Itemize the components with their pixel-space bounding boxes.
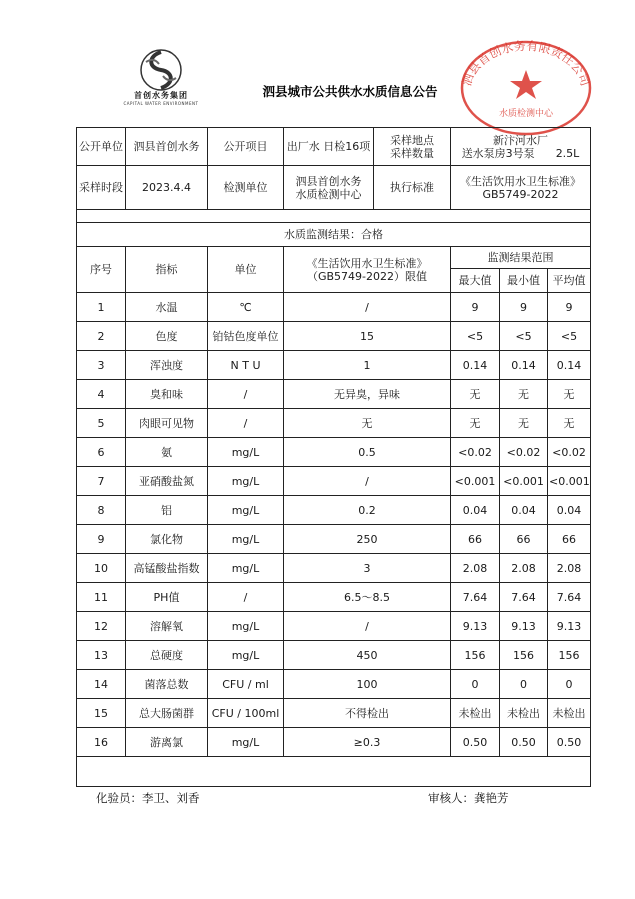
row-number: 16 xyxy=(77,728,126,757)
row-item: 色度 xyxy=(126,322,208,351)
row-item: 水温 xyxy=(126,293,208,322)
row-item: PH值 xyxy=(126,583,208,612)
row-avg: <0.001 xyxy=(548,467,591,496)
table-row xyxy=(77,351,591,380)
row-limit: 450 xyxy=(284,641,451,670)
sample-pump-value: 送水泵房3号泵 xyxy=(461,146,535,160)
col-header-max: 最大值 xyxy=(451,269,500,293)
row-min: <5 xyxy=(500,322,548,351)
row-min: 无 xyxy=(500,380,548,409)
tester-signature xyxy=(96,790,200,806)
row-unit: mg/L xyxy=(208,467,284,496)
row-min: 0.50 xyxy=(500,728,548,757)
row-max: 无 xyxy=(451,409,500,438)
sample-labels xyxy=(374,128,451,166)
seal-text: 泗县首创水务有限责任公司 xyxy=(459,38,593,88)
sample-values xyxy=(451,128,591,166)
sample-pump-and-qty xyxy=(452,147,589,160)
row-number: 2 xyxy=(77,322,126,351)
row-limit: 0.2 xyxy=(284,496,451,525)
row-item: 铝 xyxy=(126,496,208,525)
row-max: <5 xyxy=(451,322,500,351)
table-row xyxy=(77,438,591,467)
row-number: 14 xyxy=(77,670,126,699)
reviewer-label: 审核人： xyxy=(428,791,474,805)
row-max: <0.02 xyxy=(451,438,500,467)
row-avg: 0 xyxy=(548,670,591,699)
row-max: 未检出 xyxy=(451,699,500,728)
row-number: 13 xyxy=(77,641,126,670)
row-number: 12 xyxy=(77,612,126,641)
standard-label: 执行标准 xyxy=(374,166,451,210)
row-unit: ℃ xyxy=(208,293,284,322)
lab-value-line-2: 水质检测中心 xyxy=(295,187,362,201)
row-avg: 156 xyxy=(548,641,591,670)
row-unit: mg/L xyxy=(208,525,284,554)
row-max: 9 xyxy=(451,293,500,322)
col-header-min: 最小值 xyxy=(500,269,548,293)
official-seal-icon xyxy=(452,30,600,140)
col-header-no: 序号 xyxy=(77,247,126,293)
table-row xyxy=(77,641,591,670)
row-min: 0.04 xyxy=(500,496,548,525)
row-limit: / xyxy=(284,467,451,496)
row-number: 8 xyxy=(77,496,126,525)
row-avg: 9 xyxy=(548,293,591,322)
row-unit: / xyxy=(208,409,284,438)
row-item: 溶解氧 xyxy=(126,612,208,641)
table-row xyxy=(77,380,591,409)
row-max: 0.04 xyxy=(451,496,500,525)
reviewer-value: 龚艳芳 xyxy=(474,791,509,805)
row-limit: 250 xyxy=(284,525,451,554)
row-avg: 无 xyxy=(548,380,591,409)
standard-values xyxy=(451,166,591,210)
row-avg: 无 xyxy=(548,409,591,438)
row-unit: mg/L xyxy=(208,438,284,467)
tester-value: 李卫、刘香 xyxy=(142,791,200,805)
row-limit: 0.5 xyxy=(284,438,451,467)
publish-unit-label: 公开单位 xyxy=(77,128,126,166)
info-row-publish xyxy=(77,128,591,166)
row-avg: 66 xyxy=(548,525,591,554)
logo-company-subtitle: CAPITAL WATER ENVIRONMENT xyxy=(123,101,199,106)
col-header-limit-line-1: 《生活饮用水卫生标准》 xyxy=(306,256,428,270)
row-max: 0.14 xyxy=(451,351,500,380)
row-max: 9.13 xyxy=(451,612,500,641)
row-max: 无 xyxy=(451,380,500,409)
row-limit: 无 xyxy=(284,409,451,438)
row-limit: / xyxy=(284,293,451,322)
row-min: 0 xyxy=(500,670,548,699)
table-row xyxy=(77,583,591,612)
row-item: 高锰酸盐指数 xyxy=(126,554,208,583)
row-min: 无 xyxy=(500,409,548,438)
publish-item-value: 出厂水 日检16项 xyxy=(284,128,374,166)
table-row xyxy=(77,699,591,728)
row-number: 3 xyxy=(77,351,126,380)
row-max: 156 xyxy=(451,641,500,670)
col-header-avg: 平均值 xyxy=(548,269,591,293)
table-row xyxy=(77,612,591,641)
water-quality-table xyxy=(76,127,591,787)
row-limit: 1 xyxy=(284,351,451,380)
row-max: 0.50 xyxy=(451,728,500,757)
row-number: 7 xyxy=(77,467,126,496)
row-unit: mg/L xyxy=(208,728,284,757)
row-avg: 9.13 xyxy=(548,612,591,641)
row-number: 11 xyxy=(77,583,126,612)
row-item: 浑浊度 xyxy=(126,351,208,380)
lab-value-line-1: 泗县首创水务 xyxy=(295,174,362,188)
row-min: <0.001 xyxy=(500,467,548,496)
table-row xyxy=(77,496,591,525)
row-min: <0.02 xyxy=(500,438,548,467)
row-avg: 0.04 xyxy=(548,496,591,525)
sample-place-label: 采样地点 xyxy=(390,133,434,147)
row-limit: 15 xyxy=(284,322,451,351)
row-unit: mg/L xyxy=(208,612,284,641)
row-avg: 0.50 xyxy=(548,728,591,757)
seal-subtext: 水质检测中心 xyxy=(498,109,554,119)
row-limit: 不得检出 xyxy=(284,699,451,728)
row-item: 肉眼可见物 xyxy=(126,409,208,438)
sampling-time-value: 2023.4.4 xyxy=(126,166,208,210)
row-max: 66 xyxy=(451,525,500,554)
col-header-range: 监测结果范围 xyxy=(451,247,591,269)
row-avg: 2.08 xyxy=(548,554,591,583)
row-unit: N T U xyxy=(208,351,284,380)
reviewer-signature xyxy=(428,790,509,806)
sample-qty-label: 采样数量 xyxy=(390,146,434,160)
col-header-unit: 单位 xyxy=(208,247,284,293)
row-avg: 7.64 xyxy=(548,583,591,612)
publish-unit-value: 泗县首创水务 xyxy=(126,128,208,166)
lab-values xyxy=(284,166,374,210)
sampling-time-label: 采样时段 xyxy=(77,166,126,210)
row-unit: / xyxy=(208,380,284,409)
row-item: 游离氯 xyxy=(126,728,208,757)
row-number: 4 xyxy=(77,380,126,409)
table-body xyxy=(77,293,591,757)
row-item: 氨 xyxy=(126,438,208,467)
row-item: 亚硝酸盐氮 xyxy=(126,467,208,496)
row-item: 总硬度 xyxy=(126,641,208,670)
row-unit: CFU / ml xyxy=(208,670,284,699)
row-item: 臭和味 xyxy=(126,380,208,409)
table-bottom-spacer xyxy=(77,757,591,787)
column-header-row-1 xyxy=(77,247,591,269)
table-row xyxy=(77,728,591,757)
row-number: 9 xyxy=(77,525,126,554)
row-unit: 铂钴色度单位 xyxy=(208,322,284,351)
row-min: 156 xyxy=(500,641,548,670)
row-unit: / xyxy=(208,583,284,612)
row-min: 9 xyxy=(500,293,548,322)
table-row xyxy=(77,467,591,496)
row-max: 7.64 xyxy=(451,583,500,612)
row-avg: 0.14 xyxy=(548,351,591,380)
sample-qty-value: 2.5L xyxy=(555,146,580,160)
standard-value-line-2: GB5749-2022 xyxy=(482,187,559,201)
col-header-limit-line-2: （GB5749-2022）限值 xyxy=(306,269,428,283)
row-item: 总大肠菌群 xyxy=(126,699,208,728)
row-number: 6 xyxy=(77,438,126,467)
table-row xyxy=(77,409,591,438)
col-header-limit xyxy=(284,247,451,293)
document-title: 泗县城市公共供水水质信息公告 xyxy=(262,84,438,99)
row-limit: / xyxy=(284,612,451,641)
tester-label: 化验员： xyxy=(96,791,142,805)
row-max: <0.001 xyxy=(451,467,500,496)
row-item: 氯化物 xyxy=(126,525,208,554)
row-number: 10 xyxy=(77,554,126,583)
table-row xyxy=(77,322,591,351)
row-max: 0 xyxy=(451,670,500,699)
row-limit: 100 xyxy=(284,670,451,699)
lab-label: 检测单位 xyxy=(208,166,284,210)
result-summary: 水质监测结果：合格 xyxy=(77,223,591,247)
row-item: 菌落总数 xyxy=(126,670,208,699)
table-row xyxy=(77,525,591,554)
row-unit: mg/L xyxy=(208,641,284,670)
info-row-sampling xyxy=(77,166,591,210)
row-min: 未检出 xyxy=(500,699,548,728)
row-number: 5 xyxy=(77,409,126,438)
row-number: 1 xyxy=(77,293,126,322)
row-max: 2.08 xyxy=(451,554,500,583)
sample-place-value: 新汴河水厂 xyxy=(493,133,548,147)
table-row xyxy=(77,670,591,699)
row-min: 66 xyxy=(500,525,548,554)
logo-company-name: 首创水务集团 xyxy=(134,91,188,100)
row-number: 15 xyxy=(77,699,126,728)
publish-item-label: 公开项目 xyxy=(208,128,284,166)
row-avg: 未检出 xyxy=(548,699,591,728)
row-unit: mg/L xyxy=(208,496,284,525)
row-unit: CFU / 100ml xyxy=(208,699,284,728)
spacer-row xyxy=(77,210,591,223)
row-min: 7.64 xyxy=(500,583,548,612)
row-limit: 3 xyxy=(284,554,451,583)
row-limit: 6.5～8.5 xyxy=(284,583,451,612)
row-unit: mg/L xyxy=(208,554,284,583)
row-avg: <5 xyxy=(548,322,591,351)
table-row xyxy=(77,293,591,322)
row-limit: ≥0.3 xyxy=(284,728,451,757)
col-header-item: 指标 xyxy=(126,247,208,293)
table-row xyxy=(77,554,591,583)
row-avg: <0.02 xyxy=(548,438,591,467)
row-min: 9.13 xyxy=(500,612,548,641)
row-min: 2.08 xyxy=(500,554,548,583)
standard-value-line-1: 《生活饮用水卫生标准》 xyxy=(460,174,581,188)
row-limit: 无异臭，异味 xyxy=(284,380,451,409)
row-min: 0.14 xyxy=(500,351,548,380)
result-summary-row xyxy=(77,223,591,247)
